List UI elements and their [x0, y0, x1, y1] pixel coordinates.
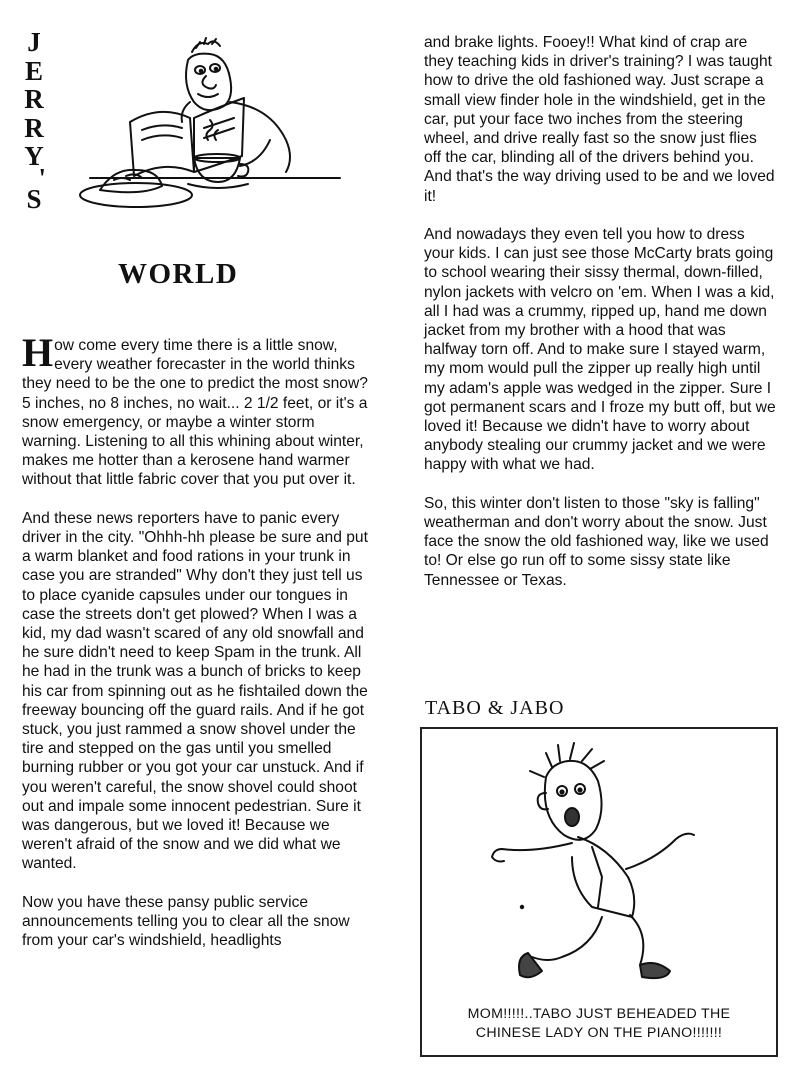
title-letter: E [24, 55, 43, 86]
man-reading-newspaper-illustration [70, 30, 360, 220]
title-letter: Y [24, 141, 44, 171]
right-column [424, 33, 776, 609]
title-letter: ' [38, 162, 46, 193]
article-paragraph: And these news reporters have to panic every driver in the city. "Ohhh-hh please be sure and put a warm blanket and food rations in your trunk in case you are stranded" Why don't they just tell us to place cyanide capsules under our tongues in case the streets don't get plowed? When I was a kid, my dad wasn't scared of any old snowfall and he sure didn't need to keep Spam in the trunk. All he had in the trunk was a bunch of bricks to keep his car from spinning out as he fishtailed down the freeway bouncing off the guard rails. And if he got stuck, you just rammed a snow shovel under the tire and stepped on the gas until you smelled burning rubber or you got your car unstuck. And if you weren't careful, the snow shovel could shoot out and impale some innocent pedestrian. Sure it was dangerous, but we loved it! Because we weren't afraid of the snow and we did what we wanted. [22, 509, 368, 873]
article-paragraph [22, 330, 372, 490]
title-letter: R [24, 84, 44, 114]
comic-panel [420, 727, 778, 1057]
article-paragraph: and brake lights. Fooey!! What kind of crap are they teaching kids in driver's training? I was taught how to drive the old fashioned way. Just scrape a small view finder hole in the windshield, get in the car, put your face two inches from the steering wheel, and drive really fast so the snow just flies off the car, blinding all of the drivers behind you. And that's the way driving used to be and we loved it! [424, 34, 775, 205]
article-paragraph: Now you have these pansy public service announcements telling you to clear all the snow from your car's windshield, headlights [22, 893, 350, 950]
vertical-title [22, 28, 46, 213]
title-letter: J [27, 27, 41, 57]
caption-line: MOM!!!!!..TABO JUST BEHEADED THE [467, 1006, 731, 1022]
title-letter: S [26, 183, 42, 214]
article-paragraph: And nowadays they even tell you how to dress your kids. I can just see those McCarty brats going to school wearing their sissy thermal, down-filled, nylon jackets with velcro on 'em. When I was a kid, all I had was a crummy, ripped up, hand me down jacket from my brother with a hood that was halfway torn off. And to make sure I stayed warm, my mom would pull the zipper up really high until my adam's apple was wedged in the zipper. Sure I got permanent scars and I froze my butt off, but we loved it! Because we didn't have to worry about anybody stealing our crummy jacket and we were happy with what we had. [424, 226, 776, 474]
drop-cap: H [22, 330, 54, 375]
title-letter: R [24, 112, 44, 143]
article-paragraph: So, this winter don't listen to those "sky is falling" weatherman and don't worry about the snow. Just face the snow the old fashioned way, like we used to! Or else go run off to some sissy state like Tennessee or Texas. [424, 494, 769, 589]
comic-caption [426, 1005, 772, 1043]
comic-title: TABO & JABO [425, 697, 565, 719]
world-heading: WORLD [118, 258, 239, 290]
caption-line: CHINESE LADY ON THE PIANO!!!!!!! [475, 1025, 723, 1041]
running-man-illustration [482, 737, 712, 997]
left-column [22, 330, 372, 970]
paragraph-text: ow come every time there is a little snow, every weather forecaster in the world thinks they need to be the one to predict the most snow? 5 inches, no 8 inches, no wait... 2 1/2 feet, or it's a snow emergency, or maybe a winter storm warning. Listening to all this whining about winter, makes me hotter than a kerosene hand warmer without that little fabric cover that you put over it. [22, 337, 368, 489]
